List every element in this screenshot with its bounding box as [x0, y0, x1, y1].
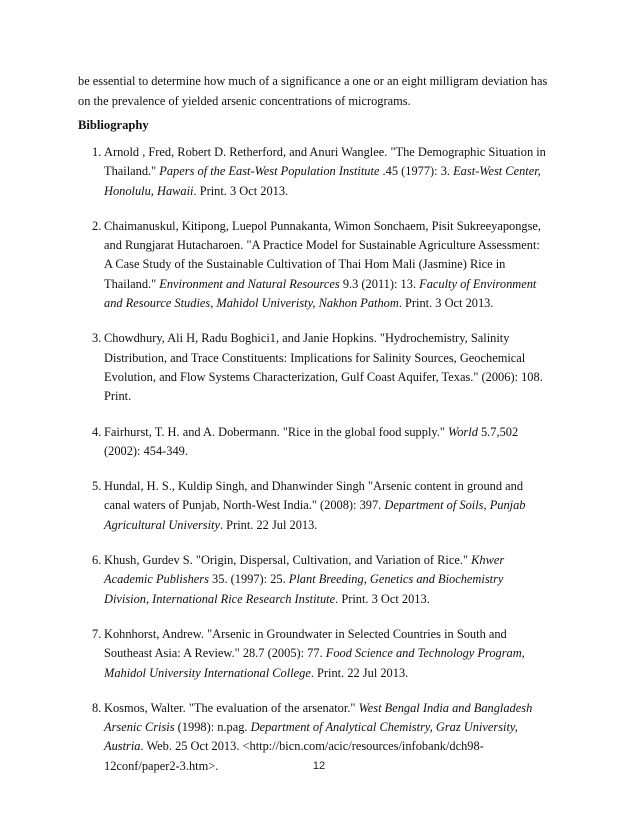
- entry-line: and Rungjarat Hutacharoen. "A Practice Model for Sustainable Agriculture Assessment:: [104, 238, 540, 253]
- entry-line: Kosmos, Walter. "The evaluation of the arsenator." West Bengal India and Bangladesh: [104, 700, 533, 715]
- entry-line: Evolution, and Flow Systems Characterization, Gulf Coast Aquifer, Texas." (2006): 108.: [104, 369, 543, 384]
- bibliography-entry: [78, 329, 568, 406]
- entry-line: Kohnhorst, Andrew. "Arsenic in Groundwater in Selected Countries in South and: [104, 626, 507, 641]
- entry-number: 7.: [92, 626, 102, 641]
- intro-line: be essential to determine how much of a significance a one or an eight milligram deviation has: [78, 74, 548, 88]
- bibliography-entry: [78, 423, 568, 462]
- entry-line: Print.: [104, 389, 132, 404]
- bibliography-entry: [78, 551, 568, 609]
- entry-number: 6.: [92, 553, 102, 568]
- entry-line: (2002): 454-349.: [104, 443, 188, 458]
- entry-number: 8.: [92, 700, 102, 715]
- entry-line: Distribution, and Trace Constituents: Implications for Salinity Sources, Geochemical: [104, 350, 526, 365]
- entry-number: 1.: [92, 145, 102, 159]
- entry-line: Southeast Asia: A Review." 28.7 (2005): 77. Food Science and Technology Program,: [104, 646, 525, 661]
- entry-line: Mahidol University International College. Print. 22 Jul 2013.: [104, 665, 409, 680]
- bibliography-entry: [78, 477, 568, 535]
- entry-number: 5.: [92, 479, 102, 494]
- entry-line: Thailand." Papers of the East-West Population Institute .45 (1977): 3. East-West Center,: [104, 164, 541, 179]
- entry-line: Division, International Rice Research Institute. Print. 3 Oct 2013.: [104, 591, 430, 606]
- entry-number: 3.: [92, 331, 102, 346]
- entry-line: Austria. Web. 25 Oct 2013. <http://bicn.com/acic/resources/infobank/dch98-: [104, 739, 484, 754]
- entry-line: Honolulu, Hawaii. Print. 3 Oct 2013.: [104, 183, 289, 198]
- bibliography-entry: [78, 217, 568, 313]
- page-number: 12: [312, 760, 326, 772]
- entry-line: and Resource Studies, Mahidol Univeristy, Nakhon Pathom. Print. 3 Oct 2013.: [104, 296, 494, 311]
- entry-line: Chowdhury, Ali H, Radu Boghici1, and Janie Hopkins. "Hydrochemistry, Salinity: [104, 331, 510, 346]
- bibliography-list: [78, 143, 568, 792]
- entry-line: Fairhurst, T. H. and A. Dobermann. "Rice in the global food supply." World 5.7,502: [104, 424, 519, 439]
- entry-line: Academic Publishers 35. (1997): 25. Plant Breeding, Genetics and Biochemistry: [104, 572, 504, 587]
- entry-line: Thailand." Environment and Natural Resources 9.3 (2011): 13. Faculty of Environment: [104, 276, 537, 291]
- intro-line: on the prevalence of yielded arsenic concentrations of micrograms.: [78, 94, 411, 108]
- bibliography-entry: [78, 625, 568, 683]
- intro-paragraph: [78, 71, 568, 111]
- entry-line: canal waters of Punjab, North-West India." (2008): 397. Department of Soils, Punjab: [104, 498, 526, 513]
- entry-number: 4.: [92, 424, 102, 439]
- entry-line: 12conf/paper2-3.htm>.: [104, 758, 219, 773]
- entry-number: 2.: [92, 218, 102, 233]
- entry-line: Arnold , Fred, Robert D. Retherford, and Anuri Wanglee. "The Demographic Situation in: [104, 145, 546, 159]
- entry-line: A Case Study of the Sustainable Cultivation of Thai Hom Mali (Jasmine) Rice in: [104, 257, 506, 272]
- entry-line: Agricultural University. Print. 22 Jul 2013.: [104, 517, 318, 532]
- bibliography-heading: Bibliography: [78, 118, 149, 132]
- entry-line: Arsenic Crisis (1998): n.pag. Department of Analytical Chemistry, Graz University,: [104, 720, 518, 735]
- entry-line: Hundal, H. S., Kuldip Singh, and Dhanwinder Singh "Arsenic content in ground and: [104, 479, 524, 494]
- entry-line: Chaimanuskul, Kitipong, Luepol Punnakanta, Wimon Sonchaem, Pisit Sukreeyapongse,: [104, 218, 542, 233]
- entry-line: Khush, Gurdev S. "Origin, Dispersal, Cultivation, and Variation of Rice." Khwer: [104, 553, 505, 568]
- bibliography-entry: [78, 143, 568, 201]
